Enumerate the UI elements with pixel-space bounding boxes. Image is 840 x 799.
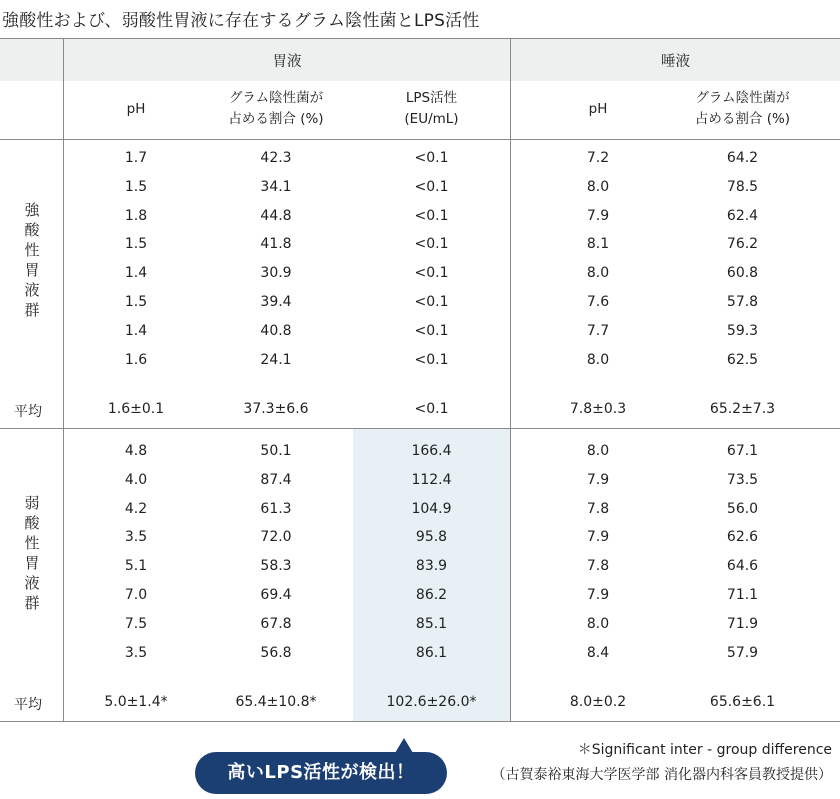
cell-gram-gastric: 67.8 — [260, 615, 292, 632]
cell-gram-saliva: 71.1 — [726, 587, 759, 603]
callout-pointer — [395, 738, 413, 753]
cell-ph-saliva: 7.9 — [586, 207, 610, 224]
cell-ph-saliva: 8.4 — [586, 644, 610, 661]
avg-ph-gastric: 5.0±1.4* — [104, 694, 168, 710]
cell-lps: 95.8 — [415, 529, 448, 546]
cell-lps: 104.9 — [411, 500, 452, 517]
cell-gram-saliva: 78.5 — [726, 178, 759, 195]
subheader-ph-gastric: pH — [126, 101, 146, 117]
cell-gram-gastric: 72.0 — [260, 529, 292, 546]
avg-ph-gastric: 1.6±0.1 — [107, 401, 165, 417]
cell-lps: 166.4 — [411, 443, 452, 459]
group-label — [21, 493, 43, 613]
cell-ph-gastric: 3.5 — [124, 529, 148, 546]
cell-ph-saliva: 8.0 — [586, 178, 610, 195]
cell-lps: 85.1 — [415, 615, 448, 632]
cell-gram-saliva: 57.8 — [726, 294, 759, 310]
cell-ph-gastric: 4.0 — [124, 471, 148, 488]
cell-gram-gastric: 34.1 — [260, 178, 292, 195]
cell-ph-saliva: 7.7 — [586, 322, 610, 339]
cell-lps: <0.1 — [414, 178, 449, 195]
cell-gram-saliva: 62.5 — [726, 351, 759, 368]
group-label-char: 性 — [24, 534, 40, 552]
cell-lps: <0.1 — [414, 294, 449, 310]
cell-lps: 112.4 — [411, 471, 452, 488]
cell-gram-gastric: 24.1 — [260, 351, 292, 368]
group-label-char: 群 — [24, 594, 40, 612]
cell-gram-gastric: 58.3 — [260, 558, 292, 575]
cell-lps: 86.1 — [415, 644, 448, 661]
page-title: 強酸性および、弱酸性胃液に存在するグラム陰性菌とLPS活性 — [2, 11, 480, 31]
cell-gram-gastric: 61.3 — [260, 500, 292, 517]
subheader-lps: LPS活性 (EU/mL) — [404, 90, 459, 127]
cell-gram-saliva: 73.5 — [726, 471, 759, 488]
rule-header — [0, 139, 840, 140]
significance-note: ＊Significant inter - group difference — [577, 742, 832, 758]
cell-gram-gastric: 50.1 — [260, 443, 292, 459]
avg-gram-saliva: 65.2±7.3 — [709, 401, 776, 417]
group-label-char: 胃 — [24, 261, 40, 279]
cell-ph-saliva: 8.0 — [586, 351, 610, 368]
subheader-gram-saliva: グラム陰性菌が 占める割合 (%) — [694, 90, 791, 127]
cell-gram-saliva: 62.6 — [726, 529, 759, 546]
cell-gram-gastric: 30.9 — [260, 265, 292, 282]
cell-ph-saliva: 8.0 — [586, 615, 610, 632]
cell-gram-gastric: 42.3 — [260, 150, 292, 166]
cell-ph-gastric: 1.5 — [124, 178, 148, 195]
header-saliva: 唾液 — [661, 54, 690, 70]
cell-ph-saliva: 8.0 — [586, 265, 610, 282]
group-label-char: 性 — [24, 241, 40, 259]
rule-top — [0, 38, 840, 39]
avg-lps: <0.1 — [414, 401, 449, 417]
cell-gram-gastric: 40.8 — [260, 322, 292, 339]
avg-row-label: 平均 — [14, 697, 42, 713]
header-gastric: 胃液 — [272, 54, 302, 70]
cell-ph-gastric: 1.4 — [124, 265, 148, 282]
cell-gram-gastric: 44.8 — [260, 207, 292, 224]
cell-gram-saliva: 71.9 — [726, 615, 759, 632]
cell-gram-gastric: 69.4 — [260, 587, 292, 603]
cell-gram-saliva: 67.1 — [726, 443, 759, 459]
cell-lps: <0.1 — [414, 265, 449, 282]
subheader-gram-gastric: グラム陰性菌が 占める割合 (%) — [228, 90, 324, 127]
group-label-char: 群 — [24, 301, 40, 319]
group-label-char: 強 — [24, 201, 40, 219]
rule-bottom — [0, 721, 840, 722]
cell-ph-saliva: 7.9 — [586, 471, 610, 488]
cell-lps: <0.1 — [414, 207, 449, 224]
cell-ph-gastric: 1.6 — [124, 351, 148, 368]
group-label-char: 酸 — [24, 221, 40, 239]
cell-lps: <0.1 — [414, 351, 449, 368]
cell-ph-gastric: 3.5 — [124, 644, 148, 661]
cell-ph-gastric: 1.8 — [124, 207, 148, 224]
cell-gram-gastric: 56.8 — [260, 644, 292, 661]
cell-ph-saliva: 7.8 — [586, 500, 610, 517]
cell-ph-saliva: 8.1 — [586, 236, 610, 253]
cell-ph-gastric: 1.7 — [124, 150, 148, 166]
group-label-char: 胃 — [24, 554, 40, 572]
cell-ph-gastric: 4.2 — [124, 500, 148, 517]
cell-ph-gastric: 7.0 — [124, 587, 148, 603]
rule-group-divider — [0, 428, 840, 429]
cell-ph-gastric: 1.5 — [124, 236, 148, 253]
avg-row-label: 平均 — [14, 404, 42, 420]
cell-gram-saliva: 56.0 — [726, 500, 759, 517]
callout-badge: 高いLPS活性が検出！ — [195, 752, 447, 794]
cell-lps: <0.1 — [414, 236, 449, 253]
cell-ph-gastric: 5.1 — [124, 558, 148, 575]
group-label — [21, 200, 43, 320]
cell-ph-saliva: 7.9 — [586, 587, 610, 603]
group-label-char: 液 — [24, 574, 40, 592]
cell-gram-gastric: 41.8 — [260, 236, 292, 253]
source-note: （古賀泰裕東海大学医学部 消化器内科客員教授提供） — [491, 767, 832, 783]
cell-gram-saliva: 76.2 — [726, 236, 759, 253]
avg-gram-gastric: 37.3±6.6 — [243, 401, 309, 417]
avg-ph-saliva: 8.0±0.2 — [569, 694, 627, 710]
cell-ph-gastric: 7.5 — [124, 615, 148, 632]
subheader-ph-saliva: pH — [588, 101, 608, 117]
cell-gram-saliva: 64.6 — [726, 558, 759, 575]
cell-gram-gastric: 39.4 — [260, 294, 292, 310]
group-label-char: 酸 — [24, 514, 40, 532]
cell-gram-saliva: 60.8 — [726, 265, 759, 282]
avg-lps: 102.6±26.0* — [386, 694, 477, 710]
cell-gram-saliva: 64.2 — [726, 150, 759, 166]
group-label-char: 弱 — [24, 494, 40, 512]
avg-gram-gastric: 65.4±10.8* — [235, 694, 317, 710]
cell-ph-gastric: 1.4 — [124, 322, 148, 339]
cell-ph-saliva: 7.6 — [586, 294, 610, 310]
cell-lps: 86.2 — [415, 587, 448, 603]
cell-lps: <0.1 — [414, 322, 449, 339]
cell-ph-gastric: 1.5 — [124, 294, 148, 310]
avg-gram-saliva: 65.6±6.1 — [709, 694, 776, 710]
cell-gram-gastric: 87.4 — [260, 471, 292, 488]
cell-ph-saliva: 8.0 — [586, 443, 610, 459]
cell-ph-saliva: 7.8 — [586, 558, 610, 575]
cell-ph-saliva: 7.9 — [586, 529, 610, 546]
cell-lps: 83.9 — [415, 558, 448, 575]
cell-ph-saliva: 7.2 — [586, 150, 610, 166]
avg-ph-saliva: 7.8±0.3 — [569, 401, 627, 417]
cell-gram-saliva: 59.3 — [726, 322, 759, 339]
group-label-char: 液 — [24, 281, 40, 299]
cell-lps: <0.1 — [414, 150, 449, 166]
cell-gram-saliva: 62.4 — [726, 207, 759, 224]
cell-gram-saliva: 57.9 — [726, 644, 759, 661]
cell-ph-gastric: 4.8 — [124, 443, 148, 459]
